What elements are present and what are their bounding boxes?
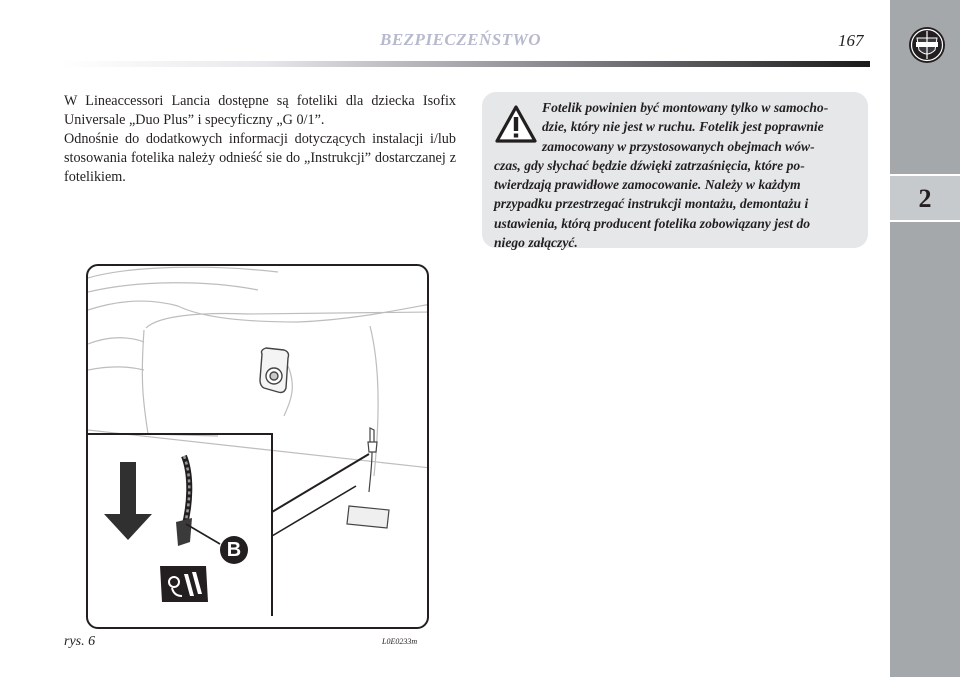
sidebar-separator [890,220,960,222]
lancia-shield-icon [908,26,946,64]
warning-line: przypadku przestrzegać instrukcji montażu, demontażu i [494,196,809,212]
warning-line: niego załączyć. [494,235,578,251]
body-text [64,92,456,187]
warning-line: dzie, który nie jest w ruchu. Fotelik jest poprawnie [542,119,824,135]
sidebar [890,0,960,677]
warning-box [482,92,868,251]
figure-caption: rys. 6 [64,634,96,649]
warning-line: ustawienia, którą producent fotelika zobowiązany jest do [494,215,811,231]
sidebar-chapter-tab[interactable] [890,176,960,220]
figure-frame [86,264,429,629]
warning-line: czas, gdy słychać będzie dźwięki zatrzaśnięcia, które po- [494,157,805,173]
body-paragraph: Odnośnie do dodatkowych informacji dotyczących instalacji i/lub stosowania fotelika należy odnieść sie do „Instrukcji” dostarczanej z fotelikiem. [64,131,456,185]
warning-text [482,98,868,252]
header-section-title: BEZPIECZEŃSTWO [380,30,541,49]
figure-code: L0E0233m [382,637,418,646]
header-rule [62,61,870,67]
warning-line: Fotelik powinien być montowany tylko w samocho- [542,100,829,115]
sidebar-chapter-number: 2 [918,184,932,213]
callout-label: B [226,539,242,561]
body-paragraph: W Lineaccessori Lancia dostępne są foteliki dla dziecka Isofix Universale „Duo Plus” i specyficzny „G 0/1”. [64,93,456,128]
warning-line: twierdzają prawidłowe zamocowanie. Należy w każdym [494,177,801,193]
warning-line: zamocowany w przystosowanych obejmach wów- [542,138,815,154]
isofix-illustration [88,266,429,629]
page-number: 167 [838,31,864,50]
